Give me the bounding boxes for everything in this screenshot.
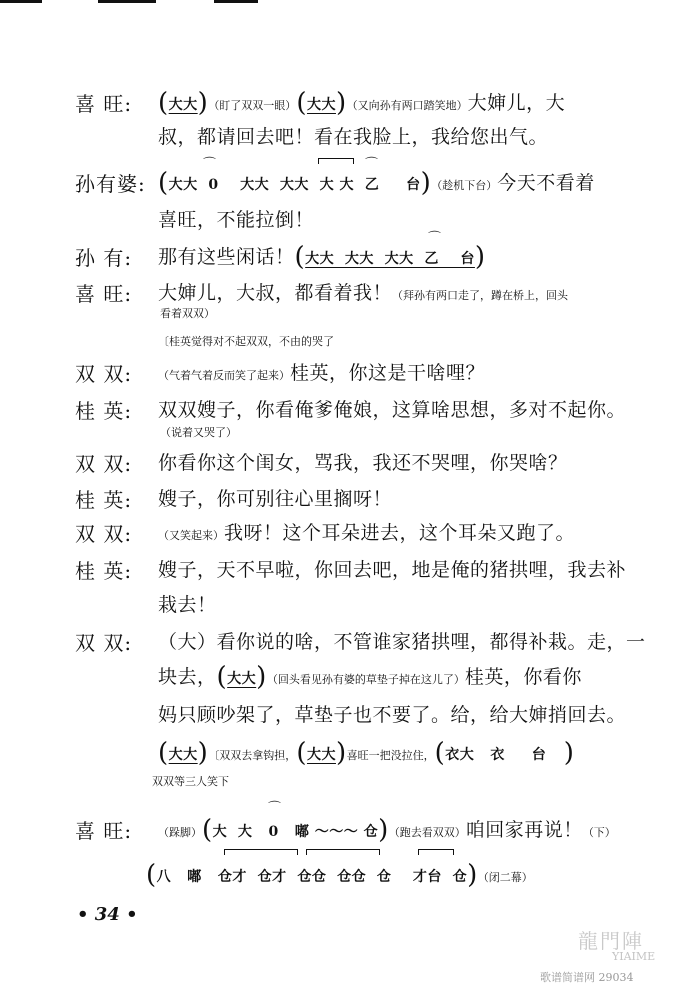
- stage-direction: 〔桂英觉得对不起双双，不由的哭了: [158, 335, 334, 348]
- role-label: 双 双:: [75, 452, 133, 476]
- stage-direction: （又向孙有两口踏笑地）: [346, 99, 468, 112]
- stage-direction: （闭二幕）: [477, 871, 533, 884]
- dialogue-line: （大）看你说的啥，不管谁家猪拱哩，都得补栽。走，一: [158, 631, 646, 653]
- watermark-code: 29034: [598, 971, 634, 984]
- stage-direction: （说着又哭了）: [160, 426, 237, 439]
- stage-direction: （拜孙有两口走了，蹲在桥上，回头: [392, 289, 569, 302]
- fermata-mark: ⌒: [365, 157, 379, 172]
- stage-direction: （盯了双双一眼）: [208, 99, 297, 112]
- role-label: 双 双:: [75, 522, 133, 546]
- dialogue-text: 块去，: [158, 666, 217, 688]
- dialogue-line: [158, 358, 485, 385]
- role-label: 桂 英:: [75, 488, 133, 512]
- dialogue-line: (大大)〔双双去拿钩担，(大大)喜旺一把没拉住，(衣大 衣 台 ): [158, 738, 575, 768]
- role-label: 双 双:: [75, 631, 133, 655]
- stage-direction: （气着气着反而笑了起来）: [158, 369, 290, 382]
- role-label: 桂 英:: [75, 559, 133, 583]
- top-rule-left: [0, 0, 42, 3]
- role-label: 孙有婆:: [75, 172, 146, 196]
- percussion-notation: 大大: [306, 97, 336, 113]
- watermark-caption-text: 歌谱简谱网: [540, 971, 595, 984]
- percussion-notation: 大大: [306, 747, 336, 763]
- stage-direction: 看着双双）: [160, 307, 215, 320]
- dialogue-line: 嫂子，你可别往心里搁呀！: [158, 488, 393, 510]
- beam-bracket: [224, 849, 298, 855]
- fermata-mark: ⌒: [268, 801, 282, 816]
- stage-direction: （跺脚）: [158, 826, 202, 839]
- percussion-notation: 大大 0 大大 大大 大 大 乙 台: [168, 177, 421, 193]
- dialogue-line: （跺脚）(大 大 0 嘟 ～～～ 仓)（跑去看双双）咱回家再说！（下）: [158, 815, 616, 845]
- role-label: 喜 旺:: [75, 92, 133, 116]
- dialogue-line: (大大 0 大大 大大 大 大 乙 台)（趁机下台）今天不看着: [158, 168, 595, 198]
- role-label: 喜 旺:: [75, 282, 133, 306]
- stage-direction: （趁机下台）: [431, 179, 498, 192]
- dialogue-line: 叔，都请回去吧！看在我脸上，我给您出气。: [158, 126, 549, 148]
- percussion-notation: 大大 大大 大大 乙 台: [305, 251, 475, 267]
- watermark-domain: YIAIME: [612, 950, 656, 963]
- dialogue-line: 块去，(大大)（回头看见孙有婆的草垫子掉在这儿了）桂英，你看你: [158, 662, 582, 692]
- stage-direction: 喜旺一把没拉住，: [346, 749, 435, 762]
- stage-direction: （回头看见孙有婆的草垫子掉在这儿了）: [266, 673, 465, 686]
- dialogue-text: 咱回家再说！: [465, 819, 583, 841]
- percussion-notation: 大大: [227, 671, 257, 687]
- role-label: 孙 有:: [75, 246, 133, 270]
- fermata-mark: ⌒: [428, 231, 442, 246]
- beam-bracket: [306, 849, 380, 855]
- watermark-logo: 龍門陣: [578, 929, 644, 953]
- percussion-notation: 大大: [168, 97, 198, 113]
- beam-bracket: [418, 849, 454, 855]
- dialogue-line: 你看你这个闺女，骂我，我还不哭哩，你哭啥？: [158, 452, 568, 474]
- dialogue-line: (大大)（盯了双双一眼）(大大)（又向孙有两口踏笑地）大婶儿，大: [158, 88, 566, 118]
- watermark-caption: [540, 969, 634, 985]
- beam-bracket: [318, 158, 354, 164]
- dialogue-line: 嫂子，天不早啦，你回去吧，地是俺的猪拱哩，我去补: [158, 559, 627, 581]
- dialogue-line: [158, 278, 568, 305]
- fermata-mark: ⌒: [203, 157, 217, 172]
- dialogue-line: 那有这些闲话！(大大 大大 大大 乙 台): [158, 242, 486, 272]
- percussion-notation: 大大: [168, 747, 198, 763]
- role-label: 双 双:: [75, 362, 133, 386]
- stage-direction: 〔双双去拿钩担，: [208, 749, 297, 762]
- dialogue-line: [158, 518, 575, 545]
- dialogue-line: 双双嫂子，你看俺爹俺娘，这算啥思想，多对不起你。: [158, 399, 627, 421]
- dialogue-text: 大婶儿，大叔，都看着我！: [158, 282, 393, 304]
- percussion-notation: 八 嘟 仓才 仓才 仓仓 仓仓 仓 才台 仓: [156, 869, 468, 885]
- role-label: 桂 英:: [75, 399, 133, 423]
- stage-direction: （又笑起来）: [158, 529, 224, 542]
- dialogue-text: 大婶儿，大: [467, 92, 566, 114]
- percussion-notation: 大 大 0 嘟 ～～～ 仓: [212, 824, 379, 840]
- percussion-notation: 衣大 衣 台: [445, 747, 547, 763]
- dialogue-line: 栽去！: [158, 594, 217, 616]
- dialogue-text: 桂英，你看你: [464, 666, 582, 688]
- dialogue-line: (八 嘟 仓才 仓才 仓仓 仓仓 仓 才台 仓)（闭二幕）: [146, 860, 533, 890]
- top-rule-right: [214, 0, 258, 3]
- stage-direction: （下）: [582, 826, 616, 839]
- dialogue-text: 那有这些闲话！: [158, 246, 295, 268]
- stage-direction: （跑去看双双）: [388, 826, 466, 839]
- top-rule-mid: [98, 0, 156, 3]
- dialogue-line: 妈只顾吵架了，草垫子也不要了。给，给大婶捎回去。: [158, 704, 627, 726]
- stage-direction: 双双等三人笑下: [152, 775, 229, 788]
- dialogue-text: 今天不看着: [497, 172, 595, 194]
- role-label: 喜 旺:: [75, 819, 133, 843]
- dialogue-text: 我呀！这个耳朵进去，这个耳朵又跑了。: [224, 522, 576, 544]
- dialogue-line: 喜旺，不能拉倒！: [158, 209, 315, 231]
- dialogue-text: 桂英，你这是干啥哩？: [290, 362, 486, 384]
- page-number: • 34 •: [77, 904, 138, 925]
